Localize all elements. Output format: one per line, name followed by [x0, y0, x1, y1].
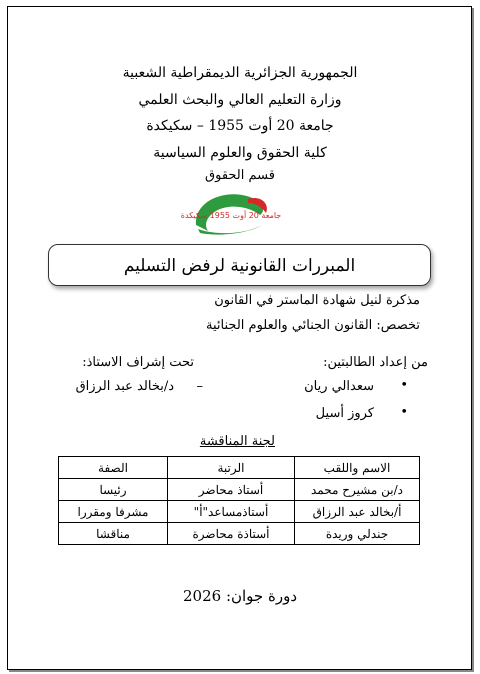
- table-row: [59, 501, 420, 523]
- republic-heading: الجمهورية الجزائرية الديمقراطية الشعبية: [122, 65, 358, 81]
- thesis-title: المبررات القانونية لرفض التسليم: [48, 244, 431, 286]
- member-role: مناقشا: [59, 523, 168, 545]
- committee-header-row: [59, 457, 420, 479]
- committee-title: لجنة المناقشة: [199, 434, 275, 449]
- memo-line: مذكرة لنيل شهادة الماستر في القانون: [214, 293, 420, 308]
- member-rank: أستاذة محاضرة: [168, 523, 295, 545]
- specialty-line: تخصص: القانون الجنائي والعلوم الجنائية: [206, 318, 420, 333]
- member-rank: أستاذمساعد"أ": [168, 501, 295, 523]
- session-line: دورة جوان: 2026: [182, 587, 297, 605]
- member-name: جندلي وريدة: [295, 523, 420, 545]
- header-role: الصفة: [59, 457, 168, 479]
- logo-text: جامعة 20 أوت 1955 سكيكدة: [180, 211, 282, 220]
- member-role: مشرفا ومقررا: [59, 501, 168, 523]
- header-rank: الرتبة: [168, 457, 295, 479]
- ministry-heading: وزارة التعليم العالي والبحث العلمي: [138, 92, 342, 108]
- supervisor-dash: –: [196, 379, 203, 394]
- student-name-2: كروز أسيل: [315, 406, 374, 421]
- supervisor-label: تحت إشراف الاستاذ:: [82, 355, 194, 370]
- bullet-1-icon: •: [400, 378, 408, 393]
- students-label: من إعداد الطالبتين:: [323, 355, 428, 370]
- department-heading: قسم الحقوق: [205, 168, 275, 183]
- university-heading: جامعة 20 أوت 1955 – سكيكدة: [146, 118, 334, 134]
- table-row: [59, 479, 420, 501]
- table-row: [59, 523, 420, 545]
- member-name: أ/بخالد عبد الرزاق: [295, 501, 420, 523]
- faculty-heading: كلية الحقوق والعلوم السياسية: [153, 145, 327, 161]
- member-rank: أستاذ محاضر: [168, 479, 295, 501]
- member-name: د/بن مشيرح محمد: [295, 479, 420, 501]
- student-name-1: سعدالي ريان: [304, 379, 374, 394]
- header-name: الاسم واللقب: [295, 457, 420, 479]
- committee-table: [58, 456, 420, 545]
- bullet-2-icon: •: [400, 405, 408, 420]
- supervisor-name: د/بخالد عبد الرزاق: [75, 379, 174, 394]
- university-logo-icon: [180, 185, 282, 237]
- member-role: رئيسا: [59, 479, 168, 501]
